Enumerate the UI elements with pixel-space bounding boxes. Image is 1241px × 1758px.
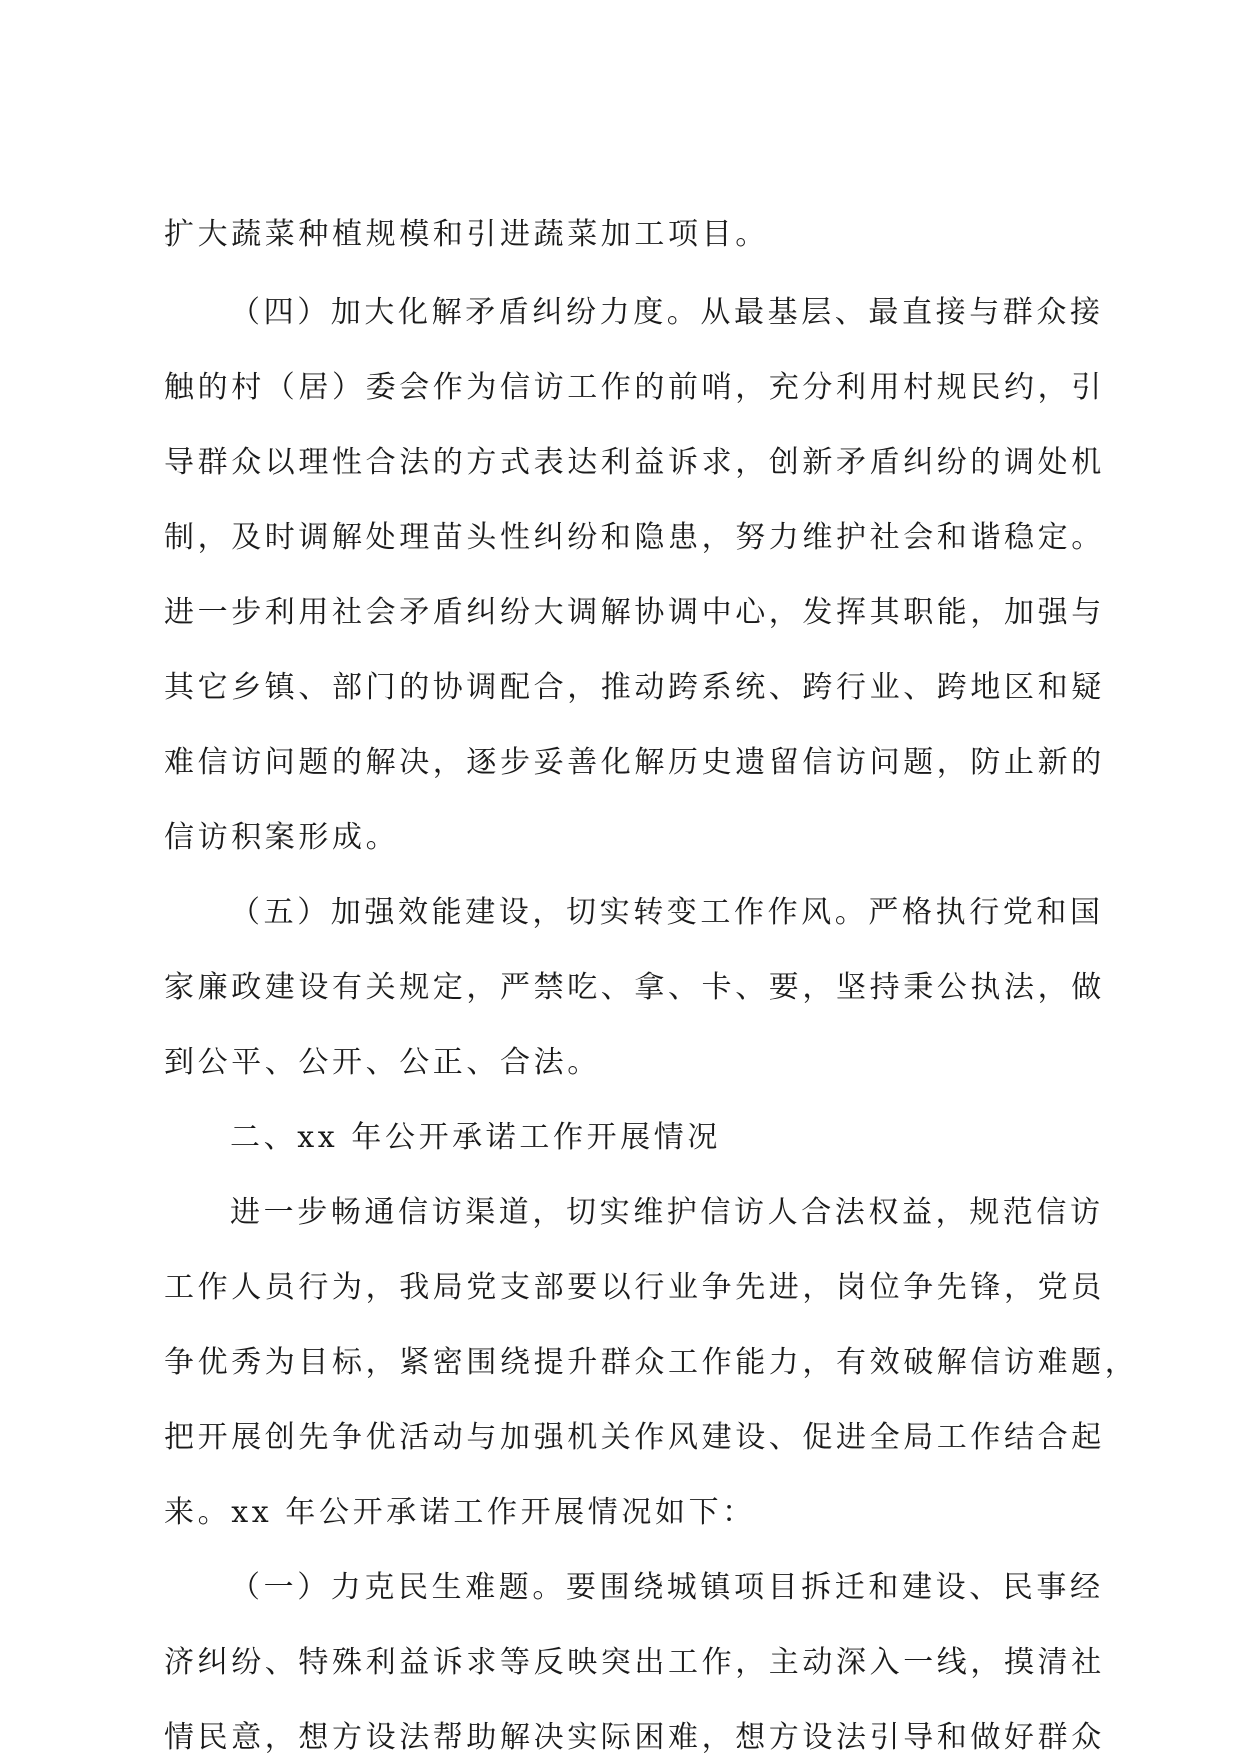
- text-line: 进一步畅通信访渠道，切实维护信访人合法权益，规范信访: [230, 1195, 1104, 1230]
- section-heading: 二、xx 年公开承诺工作开展情况: [230, 1120, 721, 1155]
- paragraph-heading-5: （五）加强效能建设，切实转变工作作风。严格执行党和国: [230, 895, 1104, 930]
- text-line: 扩大蔬菜种植规模和引进蔬菜加工项目。: [164, 217, 769, 252]
- text-line: 争优秀为目标，紧密围绕提升群众工作能力，有效破解信访难题，: [164, 1345, 1139, 1380]
- text-line: 触的村（居）委会作为信访工作的前哨，充分利用村规民约，引: [164, 370, 1105, 405]
- text-line: 到公平、公开、公正、合法。: [164, 1045, 601, 1080]
- text-line: 导群众以理性合法的方式表达利益诉求，创新矛盾纠纷的调处机: [164, 445, 1105, 480]
- text-line: 情民意，想方设法帮助解决实际困难，想方设法引导和做好群众: [164, 1720, 1105, 1755]
- paragraph-heading-4: （四）加大化解矛盾纠纷力度。从最基层、最直接与群众接: [230, 295, 1104, 330]
- text-line: 来。xx 年公开承诺工作开展情况如下：: [164, 1495, 756, 1530]
- text-line: 家廉政建设有关规定，严禁吃、拿、卡、要，坚持秉公执法，做: [164, 970, 1105, 1005]
- text-line: 难信访问题的解决，逐步妥善化解历史遗留信访问题，防止新的: [164, 745, 1105, 780]
- text-line: 制，及时调解处理苗头性纠纷和隐患，努力维护社会和谐稳定。: [164, 520, 1105, 555]
- text-line: 把开展创先争优活动与加强机关作风建设、促进全局工作结合起: [164, 1420, 1105, 1455]
- text-line: 其它乡镇、部门的协调配合，推动跨系统、跨行业、跨地区和疑: [164, 670, 1105, 705]
- text-line: 工作人员行为，我局党支部要以行业争先进，岗位争先锋，党员: [164, 1270, 1105, 1305]
- text-line: 信访积案形成。: [164, 820, 400, 855]
- paragraph-heading-1: （一）力克民生难题。要围绕城镇项目拆迁和建设、民事经: [230, 1570, 1104, 1605]
- text-line: 进一步利用社会矛盾纠纷大调解协调中心，发挥其职能，加强与: [164, 595, 1105, 630]
- text-line: 济纠纷、特殊利益诉求等反映突出工作，主动深入一线，摸清社: [164, 1645, 1105, 1680]
